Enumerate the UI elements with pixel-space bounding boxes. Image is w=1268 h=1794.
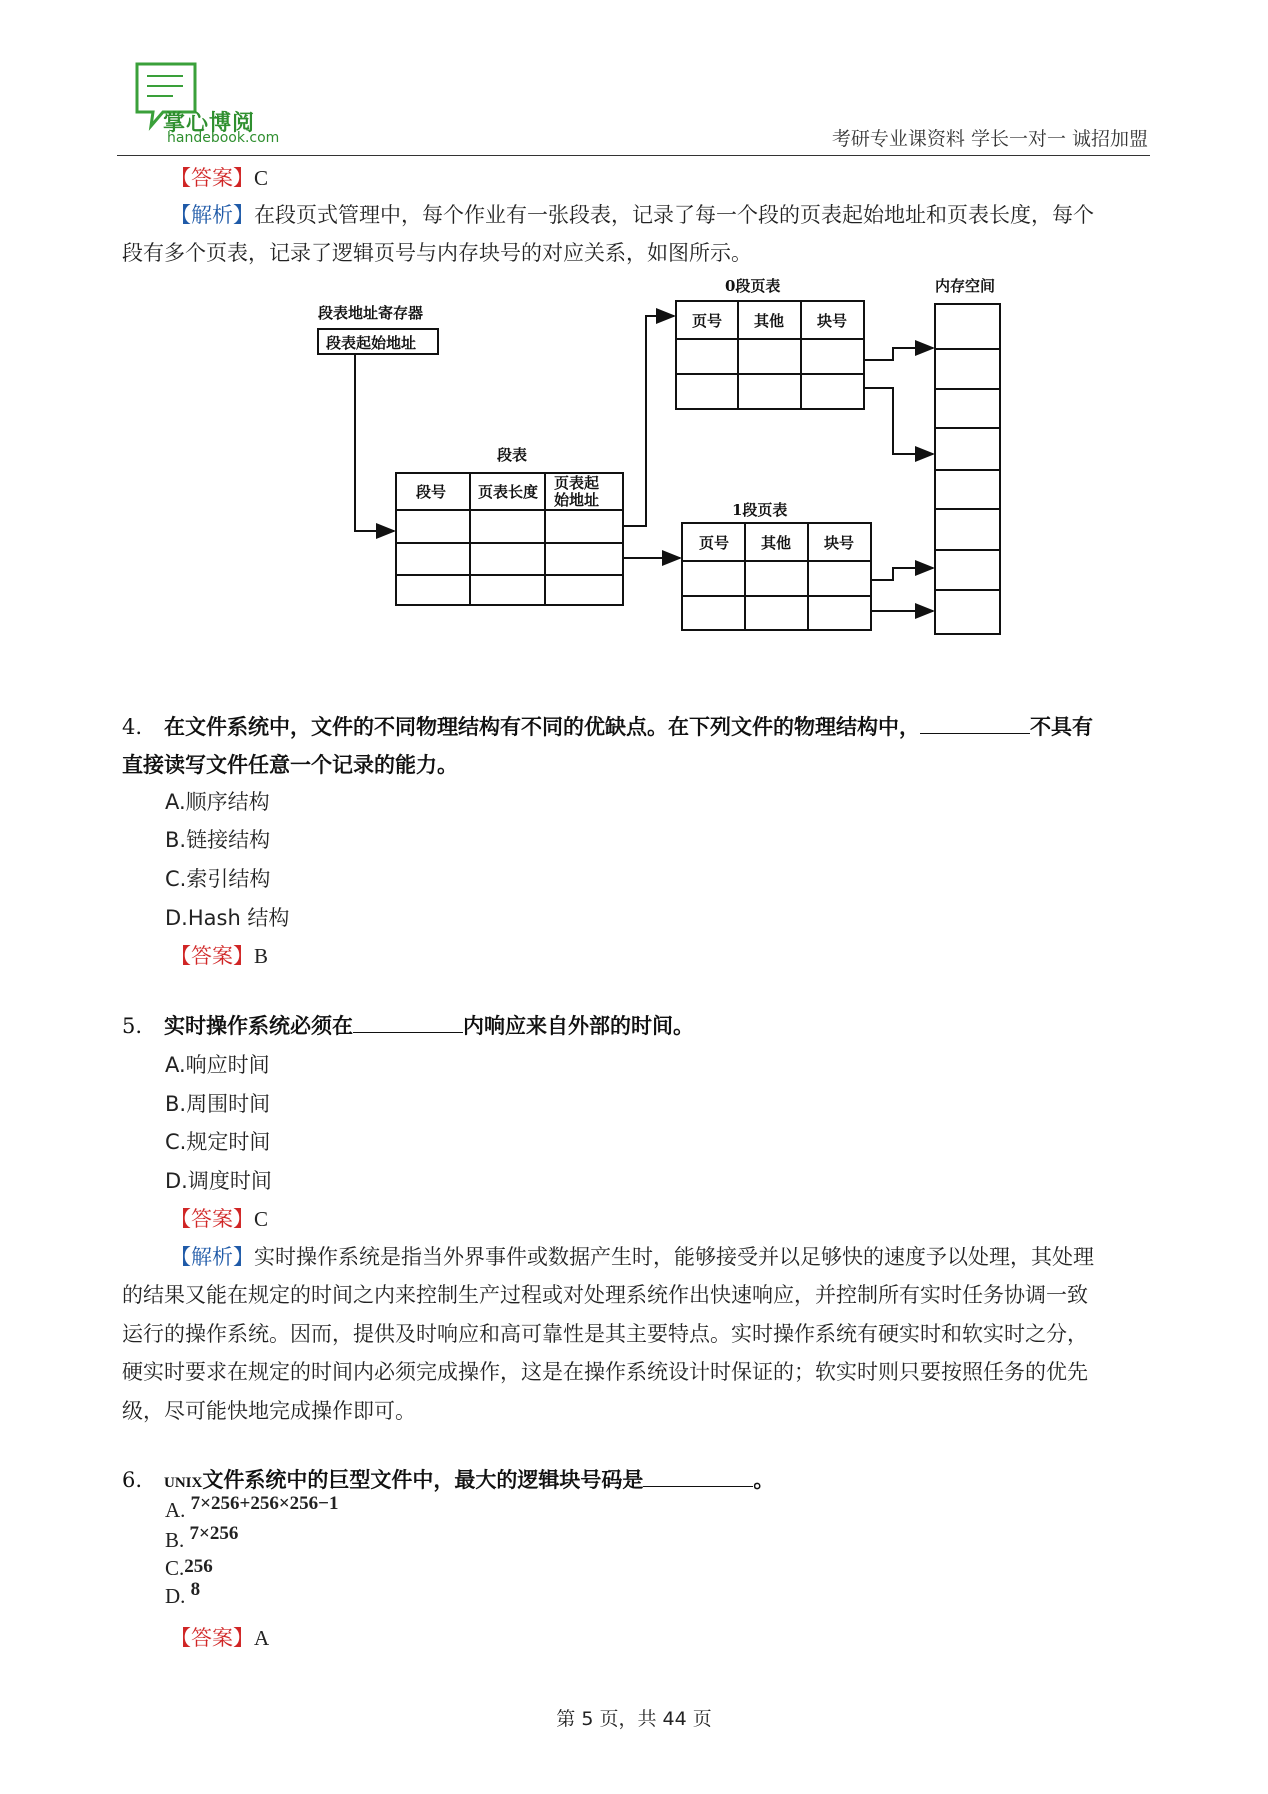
q5-option-d: D.调度时间 (165, 1169, 272, 1193)
q5-explanation-line2: 的结果又能在规定的时间之内来控制生产过程或对处理系统作出快速响应，并控制所有实时任务协调一致 (122, 1283, 1088, 1307)
segment-col-start-b: 始地址 (554, 491, 600, 509)
pt1-mem-arrow1 (871, 568, 933, 580)
q6-option-d (165, 1581, 200, 1613)
pt0-col-block: 块号 (817, 312, 848, 330)
explain-text: 在段页式管理中，每个作业有一张段表，记录了每一个段的页表起始地址和页表长度，每个 (254, 203, 1094, 227)
segment-page-diagram (280, 268, 1020, 673)
answer-value: C (254, 1207, 269, 1231)
option-value: 8 (190, 1579, 201, 1600)
segment-register-title: 段表地址寄存器 (318, 304, 424, 322)
logo (133, 60, 283, 152)
pt0-mem-arrow2 (864, 388, 933, 454)
q3-answer (170, 163, 268, 193)
question-number: 5. (122, 1014, 143, 1038)
explain-tag: 【解析】 (170, 203, 254, 227)
page-table-1-title: 1段页表 (732, 501, 788, 519)
segment-col-number: 段号 (416, 483, 447, 501)
q5-explanation-line5: 级，尽可能快地完成操作即可。 (122, 1399, 416, 1423)
q4-answer (170, 941, 268, 971)
q4-stem-line1 (122, 712, 1093, 742)
option-letter: B. (165, 1528, 185, 1552)
option-value: 256 (184, 1556, 213, 1577)
q4-option-a: A.顺序结构 (165, 790, 270, 814)
q5-option-b: B.周围时间 (165, 1092, 271, 1116)
q5-option-a: A.响应时间 (165, 1053, 270, 1077)
pt0-col-other: 其他 (754, 312, 785, 330)
q5-option-c: C.规定时间 (165, 1130, 271, 1154)
q4-option-d: D.Hash 结构 (165, 906, 290, 930)
explain-tag: 【解析】 (170, 1245, 254, 1269)
pt0-mem-arrow1 (864, 348, 933, 360)
page-table-0-title: 0段页表 (725, 277, 781, 295)
seg0-arrow (623, 316, 674, 526)
q5-explanation-line4: 硬实时要求在规定的时间内必须完成操作，这是在操作系统设计时保证的；软实时则只要按照任务的优先 (122, 1360, 1088, 1384)
logo-text: 掌心博阅 (163, 111, 256, 136)
explain-text: 实时操作系统是指当外界事件或数据产生时，能够接受并以足够快的速度予以处理，其处理 (254, 1245, 1094, 1269)
segment-col-start-a: 页表起 (554, 474, 600, 492)
logo-url: handebook.com (167, 130, 280, 146)
answer-tag: 【答案】 (170, 944, 254, 968)
q3-explanation-line2: 段有多个页表，记录了逻辑页号与内存块号的对应关系，如图所示。 (122, 241, 752, 265)
q5-explanation-line3: 运行的操作系统。因而，提供及时响应和高可靠性是其主要特点。实时操作系统有硬实时和软实时之分， (122, 1322, 1088, 1346)
register-arrow (355, 354, 394, 531)
page-number: 第 5 页，共 44 页 (556, 1708, 712, 1730)
pt1-col-block: 块号 (824, 534, 855, 552)
answer-tag: 【答案】 (170, 166, 254, 190)
answer-tag: 【答案】 (170, 1626, 254, 1650)
q5-explanation-line1 (170, 1242, 1094, 1272)
option-letter: D. (165, 1584, 186, 1608)
memory-title: 内存空间 (935, 277, 996, 295)
q4-option-c: C.索引结构 (165, 867, 271, 891)
answer-blank (643, 1466, 753, 1487)
option-value: 7×256 (189, 1523, 239, 1544)
segment-register-label: 段表起始地址 (326, 334, 417, 352)
pt1-col-page: 页号 (699, 534, 730, 552)
question-stem: 在文件系统中，文件的不同物理结构有不同的优缺点。在下列文件的物理结构中， (163, 715, 920, 739)
question-stem-tail: 内响应来自外部的时间。 (462, 1014, 694, 1038)
option-value: 7×256+256×256−1 (190, 1493, 339, 1514)
answer-blank (920, 713, 1030, 734)
q4-option-b: B.链接结构 (165, 828, 271, 852)
question-stem: 文件系统中的巨型文件中，最大的逻辑块号码是 (202, 1468, 644, 1492)
question-number: 4. (122, 715, 143, 739)
pt0-col-page: 页号 (692, 312, 723, 330)
segment-col-length: 页表长度 (478, 483, 539, 501)
pt1-col-other: 其他 (761, 534, 792, 552)
q5-stem (122, 1011, 694, 1041)
option-letter: C. (165, 1556, 185, 1580)
header-tagline: 考研专业课资料 学长一对一 诚招加盟 (831, 128, 1148, 150)
question-stem-tail: 。 (753, 1468, 775, 1492)
question-number: 6. (122, 1468, 143, 1492)
answer-tag: 【答案】 (170, 1207, 254, 1231)
question-stem-tail: 不具有 (1029, 715, 1093, 739)
q6-answer (170, 1623, 269, 1653)
q5-answer (170, 1204, 268, 1234)
header-divider (117, 155, 1150, 156)
segment-table-title: 段表 (497, 446, 528, 464)
option-letter: A. (165, 1498, 186, 1522)
answer-blank (353, 1012, 463, 1033)
unix-label: UNIX (163, 1475, 203, 1491)
question-stem: 实时操作系统必须在 (163, 1014, 353, 1038)
answer-value: A (254, 1626, 270, 1650)
answer-value: C (254, 166, 269, 190)
q4-stem-line2: 直接读写文件任意一个记录的能力。 (122, 753, 458, 777)
q3-explanation-line1 (170, 200, 1094, 230)
answer-value: B (254, 944, 269, 968)
